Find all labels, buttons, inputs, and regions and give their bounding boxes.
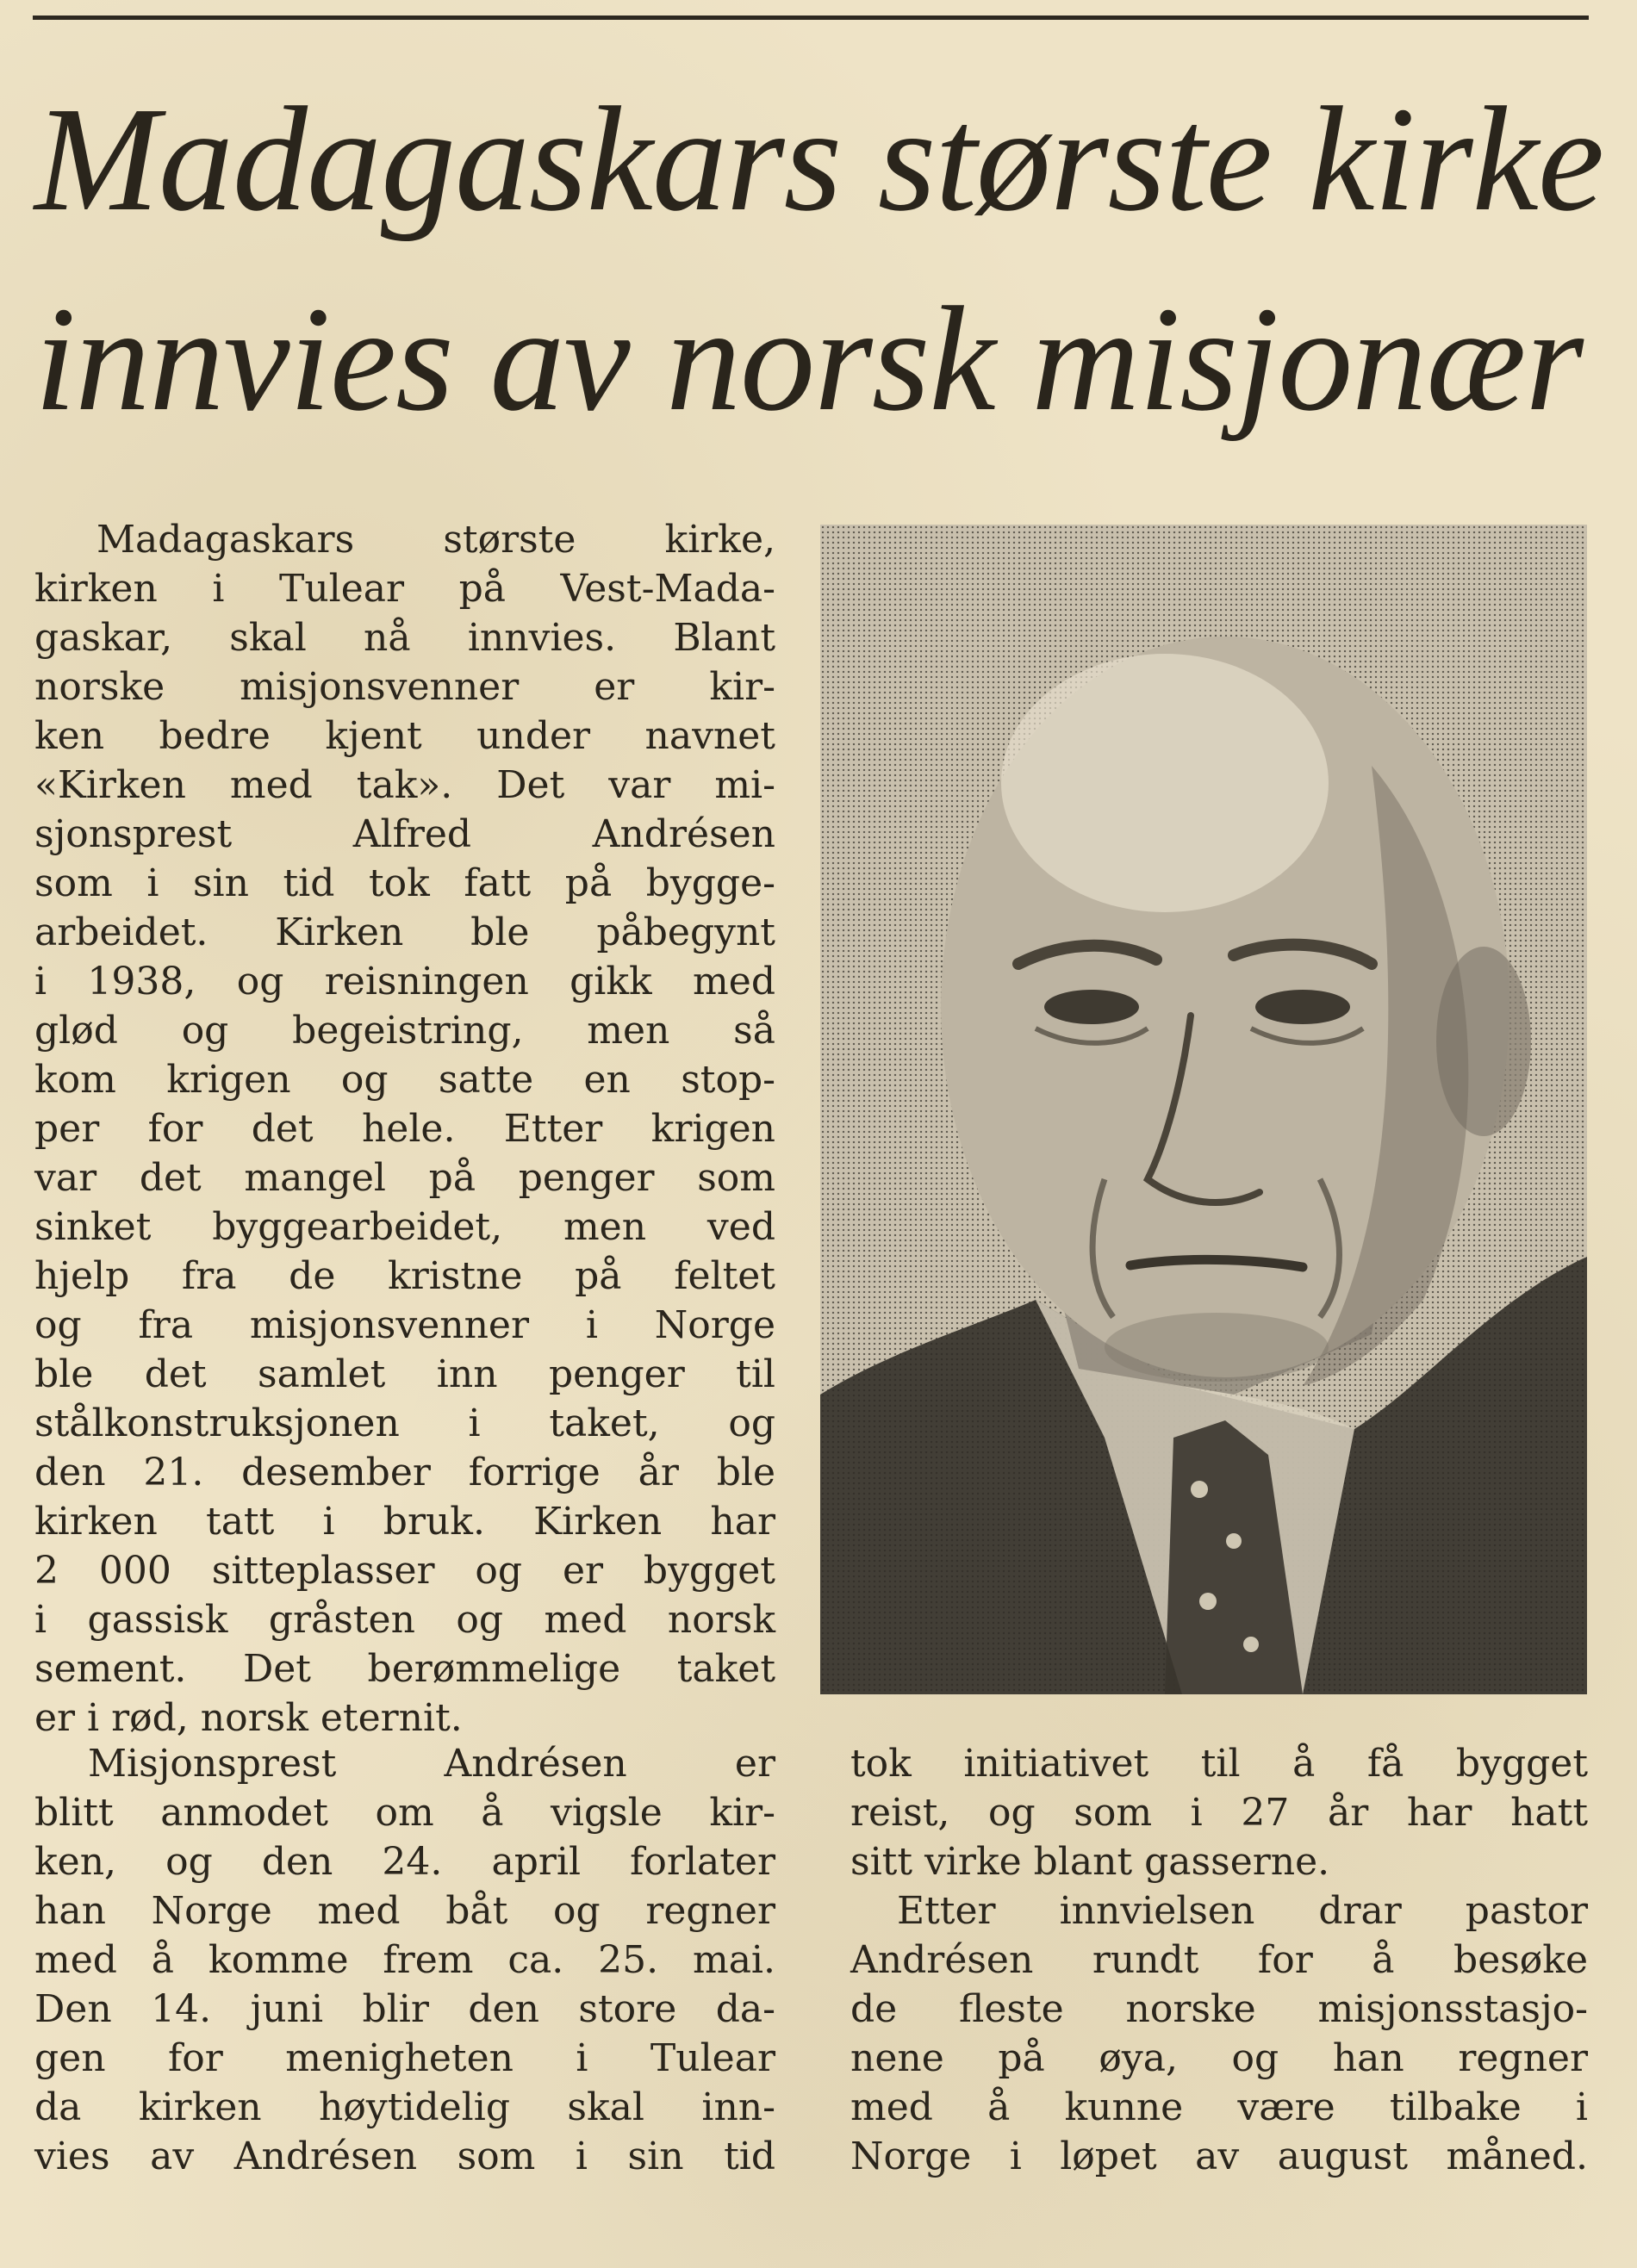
text-line: nene på øya, og han regner — [850, 2036, 1588, 2080]
text-line: kom krigen og satte en stop- — [34, 1058, 775, 1102]
text-line: den 21. desember forrige år ble — [34, 1451, 775, 1494]
article-column-1-bottom — [34, 1739, 775, 2181]
top-rule — [33, 16, 1589, 20]
article-column-2 — [850, 1739, 1588, 2181]
text-line: med å komme frem ca. 25. mai. — [34, 1938, 775, 1982]
text-line: vies av Andrésen som i sin tid — [34, 2134, 775, 2178]
text-line: gaskar, skal nå innvies. Blant — [34, 616, 775, 660]
text-line: de fleste norske misjonsstasjo- — [850, 1987, 1588, 2031]
text-line: han Norge med båt og regner — [34, 1889, 775, 1933]
text-line: Etter innvielsen drar pastor — [897, 1889, 1588, 1933]
text-line: «Kirken med tak». Det var mi- — [34, 763, 775, 807]
portrait-photo — [820, 525, 1587, 1694]
text-line: per for det hele. Etter krigen — [34, 1107, 775, 1151]
text-line: glød og begeistring, men så — [34, 1009, 775, 1053]
text-line: stålkonstruksjonen i taket, og — [34, 1401, 775, 1445]
text-line: kirken tatt i bruk. Kirken har — [34, 1500, 775, 1544]
text-line: Den 14. juni blir den store da- — [34, 1987, 775, 2031]
text-line: i 1938, og reisningen gikk med — [34, 960, 775, 1004]
headline-line-2: innvies av norsk misjonær — [34, 276, 1584, 442]
text-line: hjelp fra de kristne på feltet — [34, 1254, 775, 1298]
headline-line-1: Madagaskars største kirke — [34, 76, 1604, 242]
text-line: var det mangel på penger som — [34, 1156, 775, 1200]
text-line: ken, og den 24. april forlater — [34, 1840, 775, 1884]
text-line: reist, og som i 27 år har hatt — [850, 1791, 1588, 1835]
text-line: blitt anmodet om å vigsle kir- — [34, 1791, 775, 1835]
article-column-1 — [34, 515, 775, 1743]
text-line: i gassisk gråsten og med norsk — [34, 1598, 775, 1642]
text-line: med å kunne være tilbake i — [850, 2085, 1588, 2129]
text-line: sjonsprest Alfred Andrésen — [34, 812, 775, 856]
text-line: Misjonsprest Andrésen er — [88, 1742, 775, 1786]
text-line: norske misjonsvenner er kir- — [34, 665, 775, 709]
text-line: tok initiativet til å få bygget — [850, 1742, 1588, 1786]
text-line: sitt virke blant gasserne. — [850, 1840, 1330, 1884]
text-line: kirken i Tulear på Vest-Mada- — [34, 567, 775, 611]
text-line: ble det samlet inn penger til — [34, 1352, 775, 1396]
text-line: ken bedre kjent under navnet — [34, 714, 775, 758]
text-line: gen for menigheten i Tulear — [34, 2036, 775, 2080]
text-line: arbeidet. Kirken ble påbegynt — [34, 910, 775, 954]
text-line: sinket byggearbeidet, men ved — [34, 1205, 775, 1249]
portrait-illustration — [820, 525, 1587, 1694]
text-line: Norge i løpet av august måned. — [850, 2134, 1588, 2178]
text-line: 2 000 sitteplasser og er bygget — [34, 1549, 775, 1593]
text-line: og fra misjonsvenner i Norge — [34, 1303, 775, 1347]
text-line: er i rød, norsk eternit. — [34, 1696, 463, 1740]
text-line: da kirken høytidelig skal inn- — [34, 2085, 775, 2129]
text-line: som i sin tid tok fatt på bygge- — [34, 861, 775, 905]
text-line: Andrésen rundt for å besøke — [850, 1938, 1588, 1982]
text-line: sement. Det berømmelige taket — [34, 1647, 775, 1691]
text-line: Madagaskars største kirke, — [96, 518, 775, 562]
